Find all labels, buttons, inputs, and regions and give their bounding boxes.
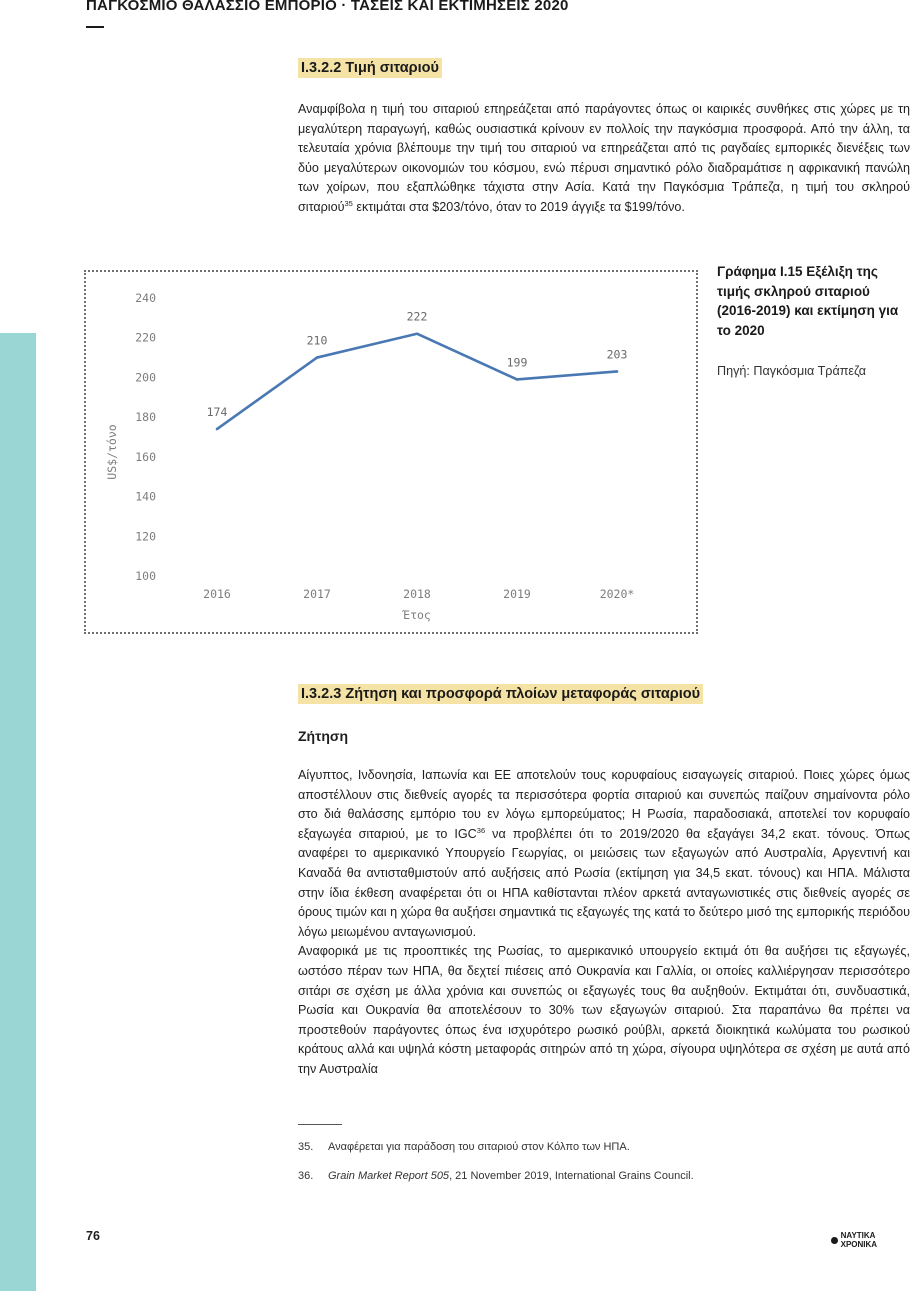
footnote-text: , 21 November 2019, International Grains Council. — [449, 1170, 694, 1182]
footnote-ref[interactable]: 35 — [344, 198, 353, 208]
data-point-2019 — [516, 378, 519, 381]
x-tick-label-2016: 2016 — [203, 587, 231, 601]
y-tick-label-120: 120 — [135, 529, 156, 544]
paragraph — [298, 100, 910, 218]
footnote-number: 36. — [298, 1170, 314, 1182]
figure-caption: Γράφημα Ι.15 Εξέλιξη της τιμής σκληρού σιταριού (2016-2019) και εκτίμηση για το 2020 — [717, 264, 899, 338]
data-label-2020e: 203 — [606, 347, 628, 362]
footnote-title: Grain Market Report 505 — [328, 1170, 450, 1182]
publisher-brand — [831, 1231, 910, 1249]
data-point-2018 — [416, 332, 419, 335]
data-point-2017 — [316, 356, 319, 359]
footnote-rule — [298, 1124, 342, 1125]
footnote-ref[interactable]: 36 — [476, 825, 486, 835]
x-tick-label-2020e: 2020* — [599, 587, 635, 601]
data-label-2016: 174 — [206, 405, 228, 420]
section-heading: Ι.3.2.2 Τιμή σιταριού — [298, 58, 442, 78]
brand-logo-icon — [831, 1237, 838, 1244]
section-title-wheat-price — [298, 58, 910, 78]
data-label-2019: 199 — [506, 355, 528, 370]
subheading — [298, 728, 910, 746]
paragraph-text-end: εκτιμάται στα $203/τόνο, όταν το 2019 άγγιξε τα $199/τόνο. — [352, 199, 685, 214]
figure-source: Πηγή: Παγκόσμια Τράπεζα — [717, 364, 867, 378]
subheading-text: Ζήτηση — [298, 728, 349, 744]
footnote-36 — [298, 1170, 694, 1182]
footnote-35 — [298, 1141, 630, 1153]
section1-body — [298, 100, 910, 218]
y-tick-label-220: 220 — [135, 330, 156, 345]
wheat-price-line-chart — [86, 272, 696, 632]
y-tick-label-100: 100 — [135, 569, 156, 583]
data-point-2020e — [616, 370, 619, 373]
paragraph: Αναφορικά με τις προοπτικές της Ρωσίας, το αμερικανικό υπουργείο εκτιμά ότι θα αυξήσει τις εξαγωγές, ωστόσο πέραν των ΗΠΑ, θα δεχτεί πιέσεις από Ουκρανία και Γαλλία, οι οποίες καλλιέργησαν περισσότερο σιτάρι σε σχέση με άλλα χρόνια και συνεπώς οι εξαγωγές τους θα αυξηθούν. Εκτιμάται ότι, συνδυαστικά, Ρωσία και Ουκρανία θα αποτελέσουν το 30% των εξαγωγών σιταριού. Στα παραπάνω θα πρέπει να προστεθούν παράγοντες όπως ένα ισχυρότερο ρωσικό ρούβλι, αρκετά διοικητικά κωλύματα του ρωσικού κράτους αλλά και υψηλά κόστη μεταφοράς σιτηρών από τη χώρα, σίγουρα υψηλότερα σε σχέση με αυτά από την Αυστραλία — [298, 944, 910, 1076]
footnote-number: 35. — [298, 1141, 314, 1153]
chart-frame — [84, 270, 698, 634]
section-heading: Ι.3.2.3 Ζήτηση και προσφορά πλοίων μεταφοράς σιταριού — [298, 684, 703, 704]
x-tick-label-2017: 2017 — [303, 587, 331, 601]
data-label-2017: 210 — [306, 333, 328, 348]
header-rule — [86, 26, 104, 28]
paragraph — [298, 766, 910, 942]
running-title: ΠΑΓΚΟΣΜΙΟ ΘΑΛΑΣΣΙΟ ΕΜΠΟΡΙΟ · ΤΑΣΕΙΣ ΚΑΙ ΕΚΤΙΜΗΣΕΙΣ 2020 — [86, 0, 569, 14]
x-tick-label-2018: 2018 — [403, 587, 431, 601]
paragraph-text-end: να προβλέπει ότι το 2019/2020 θα εξαγάγει 34,2 εκατ. τόνους. Όπως αναφέρει το αμερικανικό Υπουργείο Γεωργίας, οι μειώσεις των εξαγωγών από Αυστραλία, Αργεντινή και Καναδά θα αντισταθμιστούν από αυξήσεις από Ρωσία (εκτίμηση για 34,5 εκατ. τόνους) και ΗΠΑ. Μάλιστα στην ίδια έκθεση αναφέρεται ότι οι ΗΠΑ καθίστανται πλέον αρκετά ανταγωνιστικές στις διεθνείς αγορές σε όρους τιμών και η χώρα θα αυξήσει σημαντικά τις εξαγωγές της κατά το δεύτερο μισό της εμπορικής περιόδου λόγω μειωμένου ανταγωνισμού. — [298, 826, 910, 939]
x-tick-label-2019: 2019 — [503, 587, 531, 601]
y-tick-label-240: 240 — [135, 291, 156, 305]
y-tick-label-140: 140 — [135, 489, 156, 504]
data-point-2016 — [216, 428, 219, 431]
y-tick-label-200: 200 — [135, 370, 156, 385]
y-tick-label-180: 180 — [135, 410, 156, 425]
x-axis-title: Έτος — [403, 608, 431, 622]
side-color-band — [0, 333, 36, 1291]
y-axis-title: US$/τόνο — [105, 424, 119, 480]
footnote-text: Αναφέρεται για παράδοση του σιταριού στον Κόλπο των ΗΠΑ. — [328, 1141, 630, 1153]
brand-text: ΝΑΥΤΙΚΑ ΧΡΟΝΙΚΑ — [840, 1231, 878, 1249]
section-title-ships — [298, 684, 910, 704]
paragraph-text: Αναμφίβολα η τιμή του σιταριού επηρεάζεται από παράγοντες όπως οι καιρικές συνθήκες στις χώρες με τη μεγαλύτερη παραγωγή, καθώς ουσιαστικά κρίνουν εν πολλοίς την παγκόσμια προσφορά. Από την άλλη, τα τελευταία χρόνια βλέπουμε την τιμή του σιταριού να επηρεάζεται από τις ραγδαίες εμπορικές διενέξεις των δύο μεγαλύτερων οικονομιών του κόσμου, ενώ πέρυσι σημαντικό ρόλο διαδραμάτισε η αφρικανική πανώλη των χοίρων, που εξαπλώθηκε τάχιστα στην Ασία. Κατά την Παγκόσμια Τράπεζα, η τιμή του σκληρού σιταριού — [298, 102, 910, 214]
paragraph-text: Αίγυπτος, Ινδονησία, Ιαπωνία και ΕΕ αποτελούν τους κορυφαίους εισαγωγείς σιταριού. Ποιες χώρες όμως αποστέλλουν στις διεθνείς αγορές τα περισσότερα φορτία σιταριού και συνεπώς παίζουν σημαίνοντα ρόλο στο διά θαλάσσης εμπόριο του εν λόγω εμπορεύματος; Η Ρωσία, παραδοσιακά, αποτελεί τον κορυφαίο εξαγωγέα σιταριού, με το IGC — [298, 768, 910, 841]
section2-body — [298, 766, 910, 1080]
page-number: 76 — [86, 1229, 100, 1243]
y-tick-label-160: 160 — [135, 449, 156, 464]
data-label-2018: 222 — [406, 309, 428, 324]
price-series-line — [217, 334, 617, 429]
